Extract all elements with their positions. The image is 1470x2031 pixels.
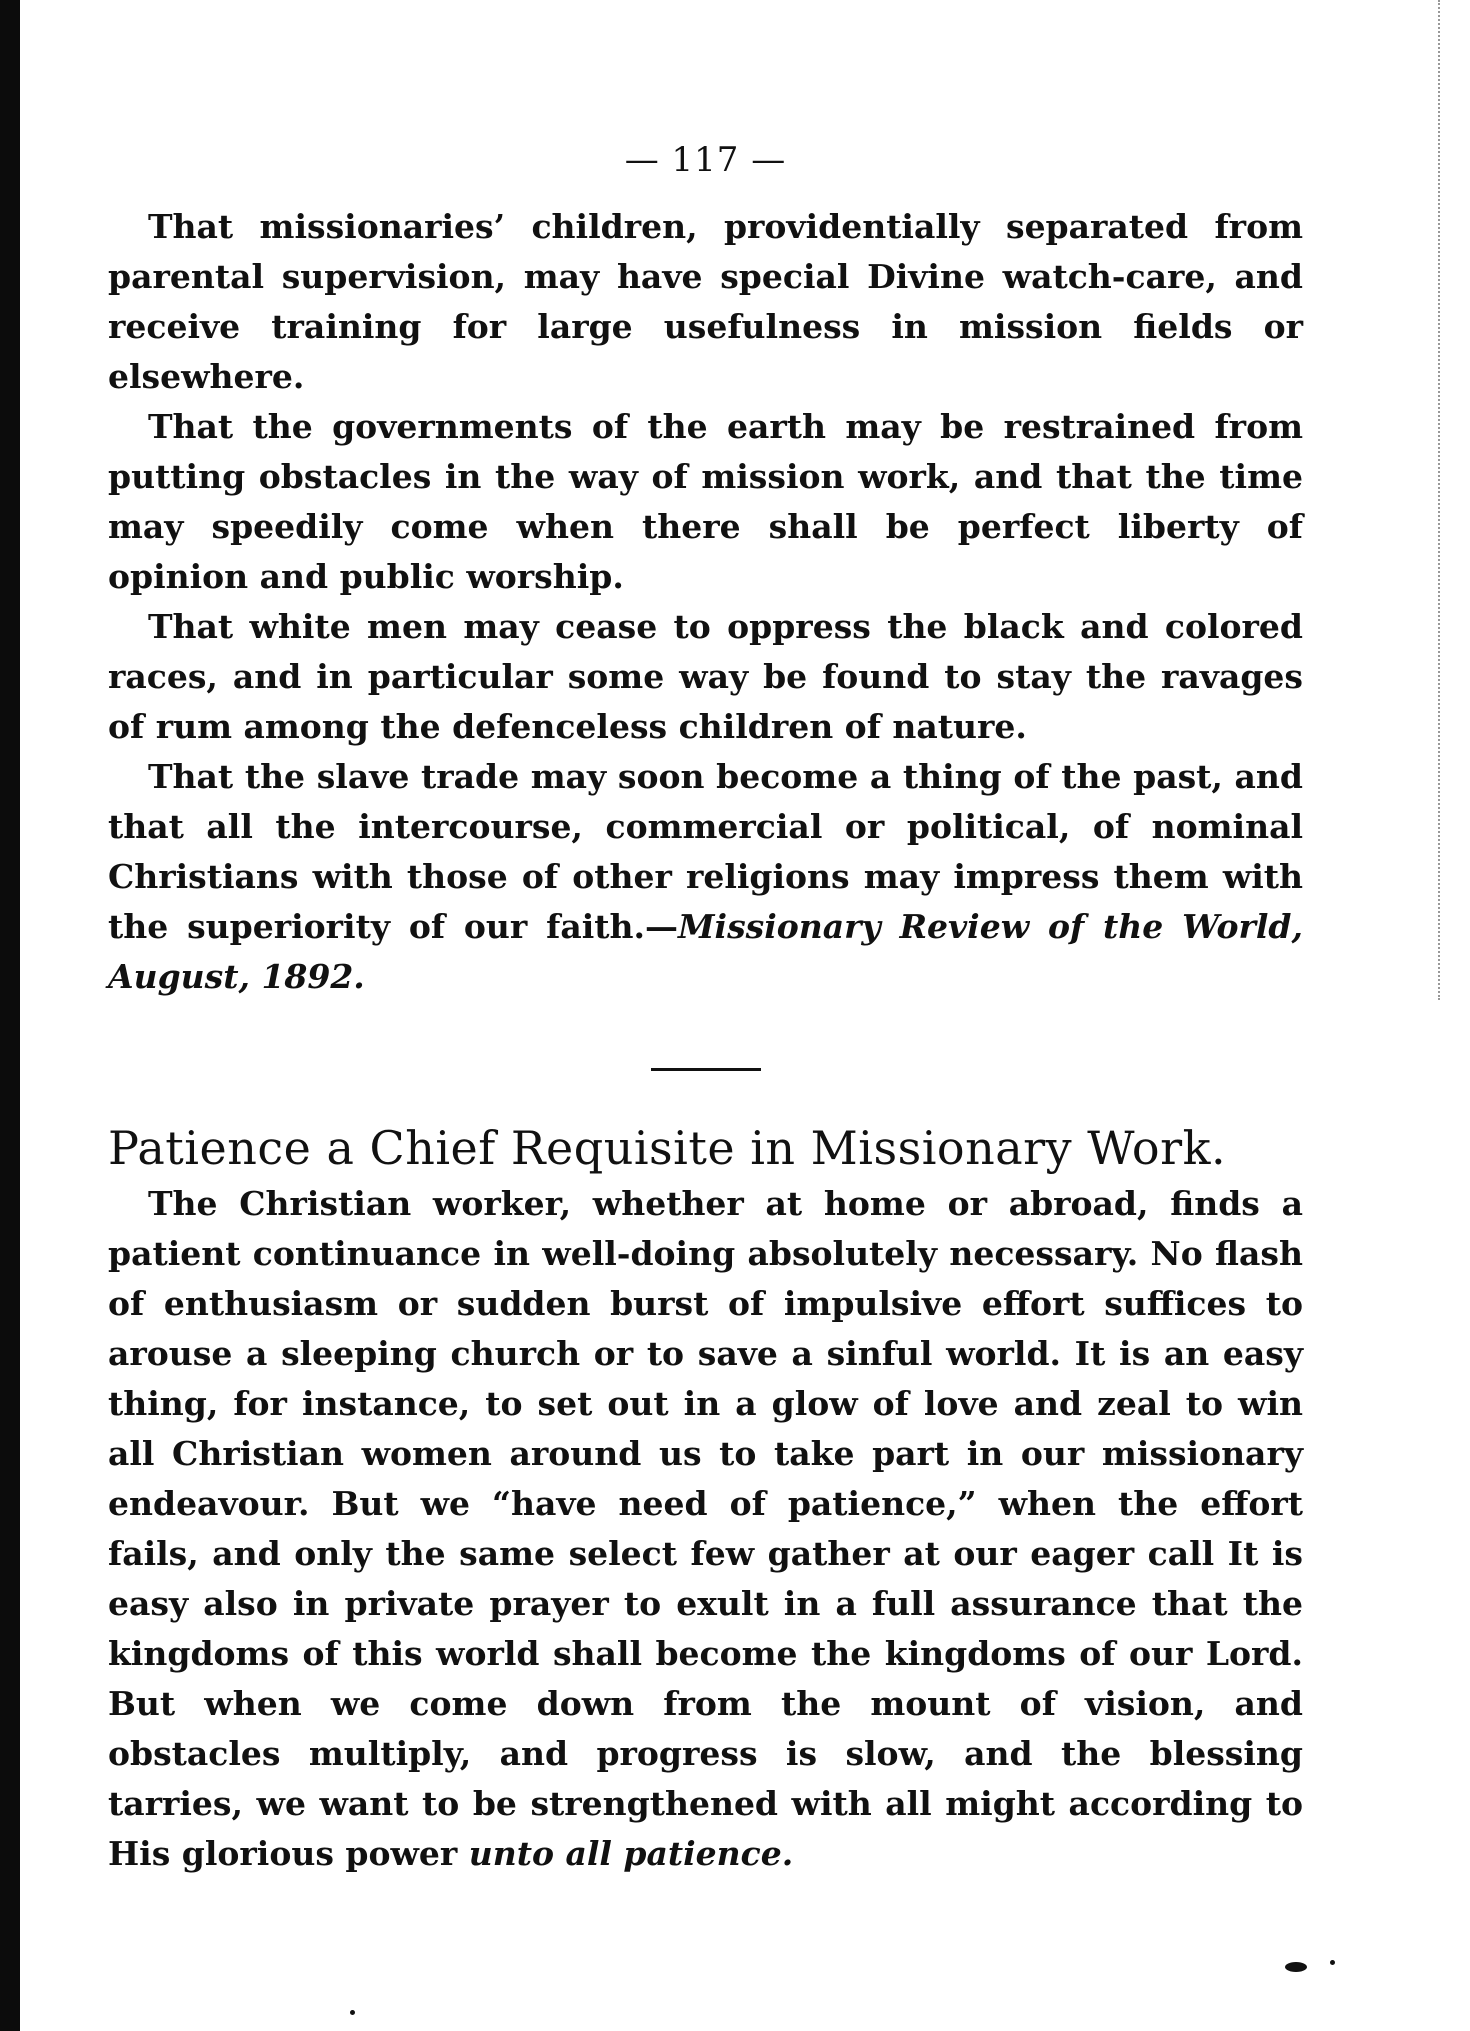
section-body (108, 1179, 1303, 1879)
prayer-paragraph-1: That missionaries’ children, providentially separated from parental supervision, may have special Divine watch-care, and receive training for large usefulness in mission fields or elsewhere. (108, 207, 1303, 396)
page-edge-marks (1438, 0, 1446, 1000)
ink-smudge (1285, 1962, 1307, 1972)
ink-dot (1330, 1960, 1335, 1965)
section-body-italic-end: unto all patience. (468, 1834, 794, 1873)
prayer-paragraph-2: That the governments of the earth may be restrained from putting obstacles in the way of mission work, and that the time may speedily come when there shall be perfect liberty of opinion and public worship. (108, 407, 1303, 596)
prayer-paragraph-4-text: That the slave trade may soon become a thing of the past, and that all the intercourse, commercial or political, of nominal Christians with those of other religions may impress them with the superiority of our faith.— (108, 757, 1303, 946)
page-binding-edge (0, 0, 20, 2031)
section-heading: Patience a Chief Requisite in Missionary Work. (108, 1121, 1227, 1175)
page-number: — 117 — (624, 140, 787, 180)
section-divider (651, 1068, 761, 1071)
prayer-paragraph-3: That white men may cease to oppress the black and colored races, and in particular some way be found to stay the ravages of rum among the defenceless children of nature. (108, 607, 1303, 746)
section-body-text: The Christian worker, whether at home or abroad, finds a patient continuance in well-doing absolutely necessary. No flash of enthusiasm or sudden burst of impulsive effort suffices to arouse a sleeping church or to save a sinful world. It is an easy thing, for instance, to set out in a glow of love and zeal to win all Christian women around us to take part in our missionary endeavour. But we “have need of patience,” when the effort fails, and only the same select few gather at our eager call It is easy also in private prayer to exult in a full assurance that the kingdoms of this world shall become the kingdoms of our Lord. But when we come down from the mount of vision, and obstacles multiply, and progress is slow, and the blessing tarries, we want to be strengthened with all might according to His glorious power (108, 1184, 1303, 1873)
citation: Missionary Review of the World, August, 1892. (108, 907, 1303, 996)
ink-dot (350, 2010, 355, 2015)
book-page (108, 140, 1303, 1879)
prayer-paragraph-4 (108, 752, 1303, 1002)
